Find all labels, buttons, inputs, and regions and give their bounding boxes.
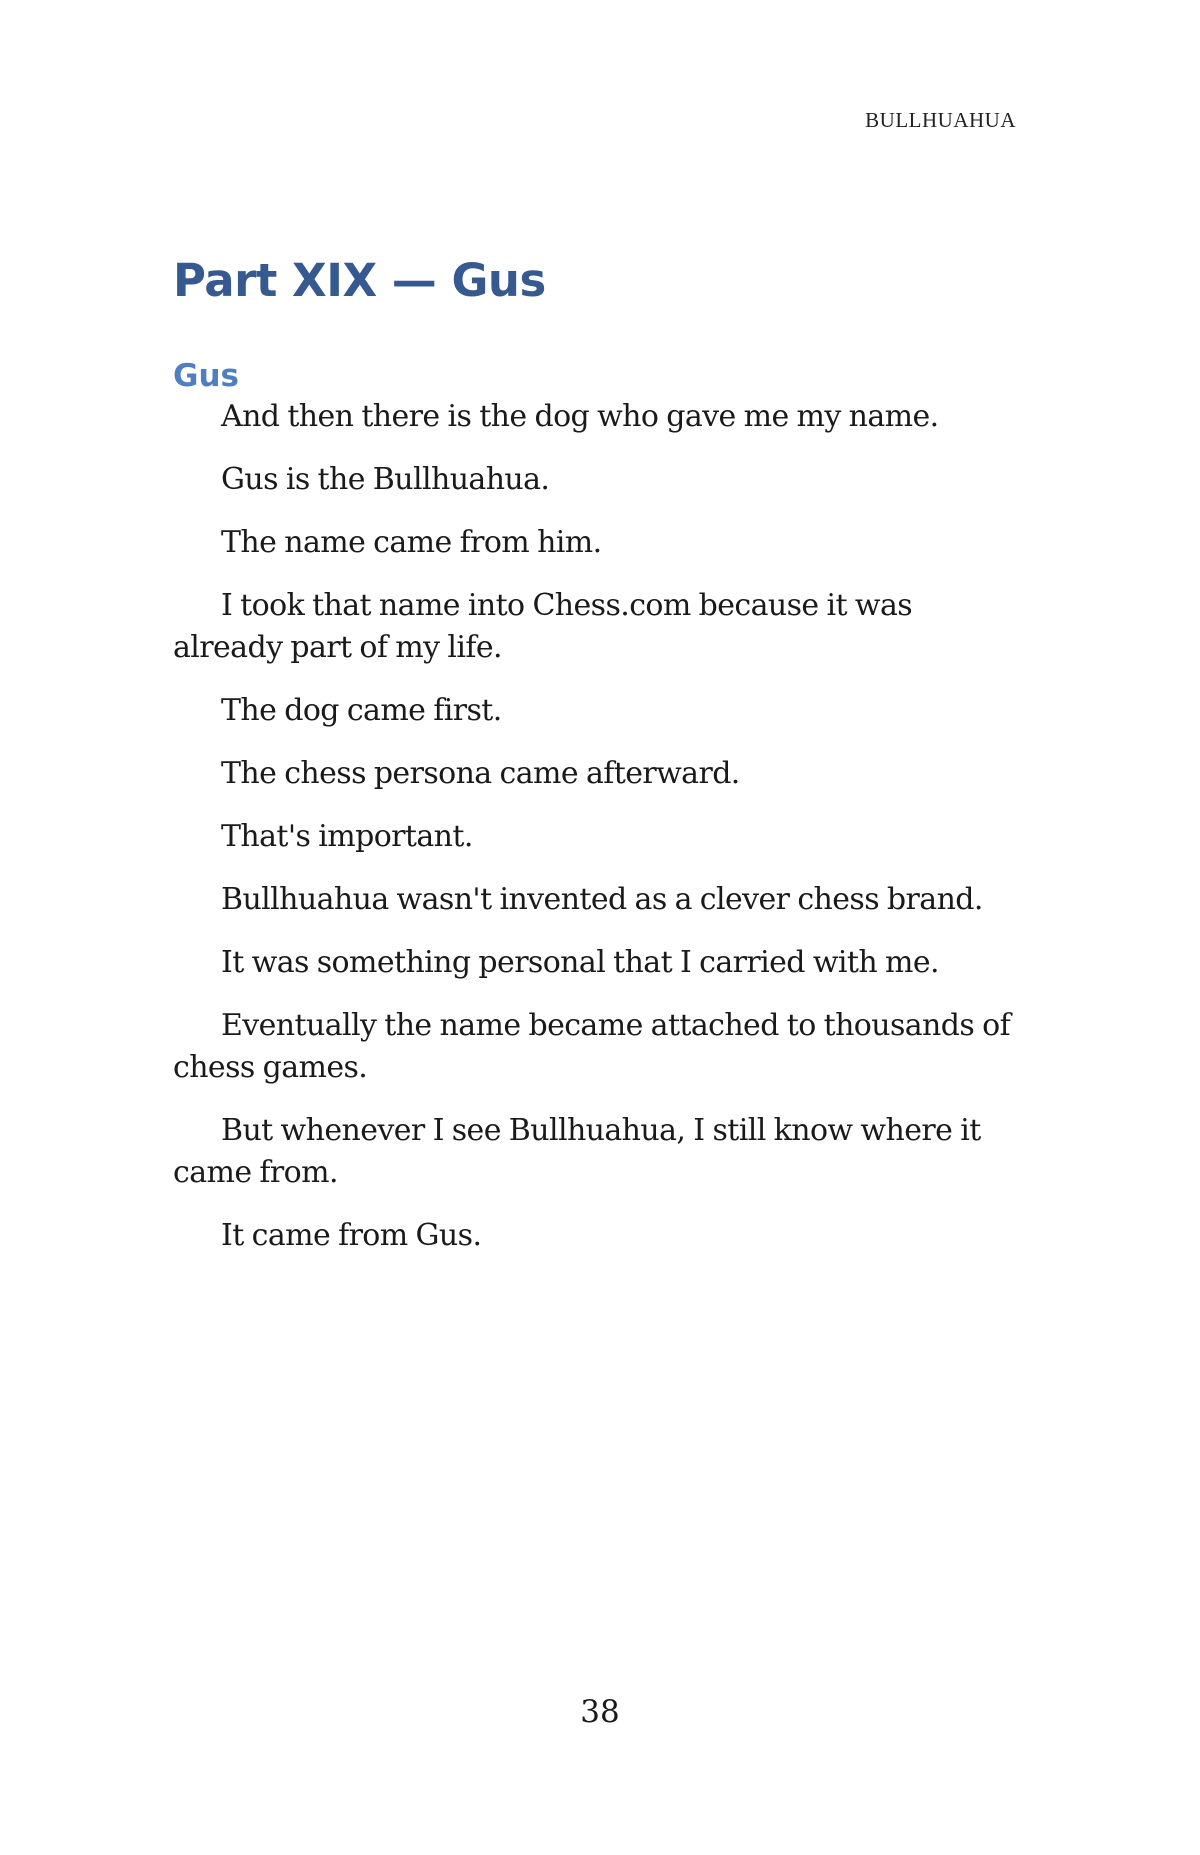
body-text — [173, 396, 1025, 1257]
paragraph: And then there is the dog who gave me my name. — [221, 399, 939, 434]
paragraph: That's important. — [221, 819, 473, 854]
paragraph: Eventually the name became attached to thousands of chess games. — [173, 1008, 1011, 1085]
paragraph: The name came from him. — [221, 525, 602, 560]
page-number: 38 — [580, 1694, 620, 1730]
paragraph: Gus is the Bullhuahua. — [221, 462, 550, 497]
part-title: Part XIX — Gus — [173, 254, 546, 307]
section-title: Gus — [173, 358, 239, 394]
paragraph: It was something personal that I carried with me. — [221, 945, 939, 980]
paragraph: The chess persona came afterward. — [221, 756, 740, 791]
paragraph: The dog came first. — [221, 693, 502, 728]
running-header: BULLHUAHUA — [865, 108, 1016, 132]
page-content — [173, 250, 1025, 1278]
paragraph: I took that name into Chess.com because it was already part of my life. — [173, 588, 913, 665]
paragraph: But whenever I see Bullhuahua, I still know where it came from. — [173, 1113, 981, 1190]
paragraph: Bullhuahua wasn't invented as a clever chess brand. — [221, 882, 983, 917]
paragraph: It came from Gus. — [221, 1218, 482, 1253]
